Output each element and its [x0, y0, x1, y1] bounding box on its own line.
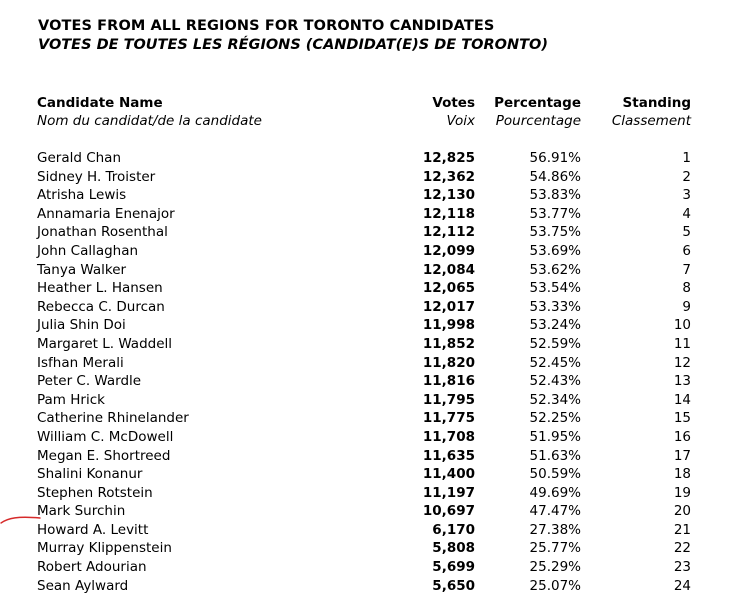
table-row [0, 484, 748, 503]
column-header-percentage [494, 94, 581, 130]
candidate-name-cell: Sean Aylward [37, 577, 129, 594]
votes-cell: 11,635 [422, 447, 475, 464]
standing-cell: 10 [673, 317, 691, 334]
votes-cell: 12,099 [422, 242, 475, 259]
table-row [0, 316, 748, 335]
column-header-standing-en: Standing [622, 95, 691, 111]
table-row [0, 168, 748, 187]
votes-cell: 5,699 [432, 559, 475, 576]
column-header-name-en: Candidate Name [37, 95, 163, 111]
percentage-cell: 52.45% [529, 354, 581, 371]
votes-cell: 5,650 [432, 577, 475, 594]
table-row [0, 354, 748, 373]
percentage-cell: 53.62% [529, 261, 581, 278]
percentage-cell: 56.91% [529, 150, 581, 166]
table-row [0, 298, 748, 317]
votes-cell: 11,795 [422, 391, 475, 408]
standing-cell: 3 [682, 187, 691, 204]
candidate-name-cell: Stephen Rotstein [37, 484, 153, 501]
percentage-cell: 52.59% [529, 335, 581, 352]
candidate-name-cell: Catherine Rhinelander [37, 410, 189, 427]
votes-cell: 12,825 [422, 150, 475, 166]
standing-cell: 14 [673, 391, 691, 408]
standing-cell: 20 [673, 503, 691, 520]
page-title-english: VOTES FROM ALL REGIONS FOR TORONTO CANDIDATES [38, 18, 495, 34]
candidate-name-cell: William C. McDowell [37, 428, 174, 445]
votes-cell: 6,170 [432, 521, 475, 538]
column-header-standing-fr: Classement [611, 113, 691, 129]
red-pen-mark [0, 512, 60, 526]
candidate-name-cell: Isfhan Merali [37, 354, 124, 371]
table-row [0, 521, 748, 540]
table-row [0, 558, 748, 577]
standing-cell: 9 [682, 298, 691, 315]
percentage-cell: 53.77% [529, 205, 581, 222]
candidate-name-cell: Jonathan Rosenthal [37, 224, 168, 241]
candidate-name-cell: Megan E. Shortreed [37, 447, 171, 464]
standing-cell: 2 [682, 168, 691, 185]
standing-cell: 1 [682, 150, 691, 166]
votes-cell: 11,775 [422, 410, 475, 427]
votes-cell: 12,130 [422, 187, 475, 204]
column-header-candidate-name [37, 94, 262, 130]
votes-cell: 11,197 [422, 484, 475, 501]
standing-cell: 15 [673, 410, 691, 427]
standing-cell: 8 [682, 280, 691, 297]
standing-cell: 24 [673, 577, 691, 594]
votes-cell: 10,697 [422, 503, 475, 520]
standing-cell: 16 [673, 428, 691, 445]
standing-cell: 22 [673, 540, 691, 557]
standing-cell: 6 [682, 242, 691, 259]
percentage-cell: 49.69% [529, 484, 581, 501]
column-header-standing [612, 94, 691, 130]
standing-cell: 21 [673, 521, 691, 538]
candidate-name-cell: Heather L. Hansen [37, 280, 163, 297]
percentage-cell: 25.29% [529, 559, 581, 576]
table-row [0, 372, 748, 391]
votes-cell: 12,065 [422, 280, 475, 297]
percentage-cell: 53.54% [529, 280, 581, 297]
percentage-cell: 53.33% [529, 298, 581, 315]
column-header-votes-en: Votes [432, 95, 475, 111]
candidate-name-cell: Howard A. Levitt [37, 521, 149, 538]
standing-cell: 18 [673, 466, 691, 483]
standing-cell: 23 [673, 559, 691, 576]
percentage-cell: 52.34% [529, 391, 581, 408]
percentage-cell: 27.38% [529, 521, 581, 538]
candidate-name-cell: John Callaghan [37, 242, 139, 259]
percentage-cell: 52.43% [529, 373, 581, 390]
table-row [0, 539, 748, 558]
table-row [0, 335, 748, 354]
candidate-name-cell: Murray Klippenstein [37, 540, 172, 557]
votes-cell: 11,852 [422, 335, 475, 352]
standing-cell: 5 [682, 224, 691, 241]
standing-cell: 19 [673, 484, 691, 501]
candidate-name-cell: Pam Hrick [37, 391, 105, 408]
percentage-cell: 52.25% [529, 410, 581, 427]
votes-cell: 11,400 [422, 466, 475, 483]
table-row [0, 502, 748, 521]
column-header-votes [432, 94, 475, 130]
votes-cell: 12,017 [422, 298, 475, 315]
votes-cell: 11,816 [422, 373, 475, 390]
votes-cell: 12,118 [422, 205, 475, 222]
standing-cell: 12 [673, 354, 691, 371]
column-header-pct-en: Percentage [494, 95, 581, 111]
table-row [0, 447, 748, 466]
candidate-name-cell: Shalini Konanur [37, 466, 143, 483]
table-row [0, 186, 748, 205]
percentage-cell: 25.77% [529, 540, 581, 557]
standing-cell: 13 [673, 373, 691, 390]
standing-cell: 4 [682, 205, 691, 222]
votes-cell: 12,112 [422, 224, 475, 241]
standing-cell: 7 [682, 261, 691, 278]
candidate-name-cell: Annamaria Enenajor [37, 205, 175, 222]
table-row [0, 149, 748, 168]
percentage-cell: 47.47% [529, 503, 581, 520]
candidate-name-cell: Tanya Walker [37, 261, 127, 278]
results-table [0, 149, 748, 595]
percentage-cell: 53.83% [529, 187, 581, 204]
votes-cell: 11,820 [422, 354, 475, 371]
candidate-name-cell: Robert Adourian [37, 559, 147, 576]
table-row [0, 261, 748, 280]
table-row [0, 428, 748, 447]
table-row [0, 242, 748, 261]
votes-cell: 12,362 [422, 168, 475, 185]
percentage-cell: 25.07% [529, 577, 581, 594]
votes-cell: 12,084 [422, 261, 475, 278]
votes-cell: 11,708 [422, 428, 475, 445]
table-row [0, 577, 748, 595]
standing-cell: 11 [673, 335, 691, 352]
percentage-cell: 51.95% [529, 428, 581, 445]
percentage-cell: 53.75% [529, 224, 581, 241]
candidate-name-cell: Peter C. Wardle [37, 373, 142, 390]
percentage-cell: 53.69% [529, 242, 581, 259]
candidate-name-cell: Gerald Chan [37, 150, 122, 166]
candidate-name-cell: Julia Shin Doi [37, 317, 126, 334]
column-header-name-fr: Nom du candidat/de la candidate [37, 113, 262, 129]
table-row [0, 465, 748, 484]
candidate-name-cell: Sidney H. Troister [37, 168, 156, 185]
percentage-cell: 50.59% [529, 466, 581, 483]
column-header-votes-fr: Voix [446, 113, 475, 129]
table-row [0, 409, 748, 428]
table-row [0, 205, 748, 224]
standing-cell: 17 [673, 447, 691, 464]
candidate-name-cell: Margaret L. Waddell [37, 335, 173, 352]
percentage-cell: 54.86% [529, 168, 581, 185]
table-row [0, 279, 748, 298]
votes-cell: 5,808 [432, 540, 475, 557]
candidate-name-cell: Atrisha Lewis [37, 187, 127, 204]
percentage-cell: 51.63% [529, 447, 581, 464]
percentage-cell: 53.24% [529, 317, 581, 334]
table-row [0, 223, 748, 242]
column-header-pct-fr: Pourcentage [495, 113, 581, 129]
candidate-name-cell: Rebecca C. Durcan [37, 298, 165, 315]
table-row [0, 391, 748, 410]
page-title-french: VOTES DE TOUTES LES RÉGIONS (CANDIDAT(E)S DE TORONTO) [38, 37, 548, 53]
votes-cell: 11,998 [422, 317, 475, 334]
candidate-name-cell: Mark Surchin [37, 503, 126, 520]
